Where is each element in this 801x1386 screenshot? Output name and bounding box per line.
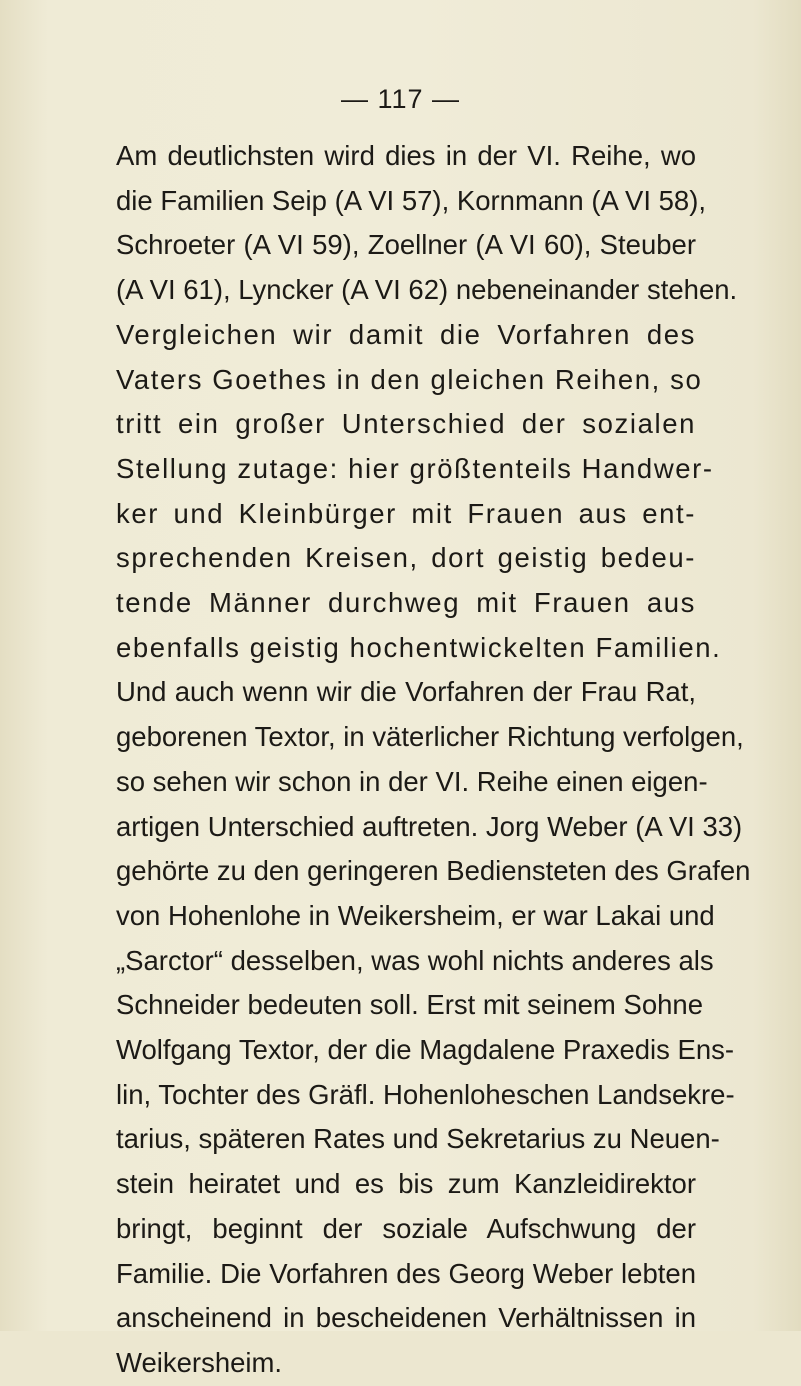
text-line: artigen Unterschied auftreten. Jorg Weber (A VI 33): [116, 810, 743, 842]
text-line: ker und Kleinbürger mit Frauen aus ent-: [116, 497, 696, 529]
text-line: Schroeter (A VI 59), Zoellner (A VI 60), Steuber: [116, 229, 696, 261]
text-line: so sehen wir schon in der VI. Reihe einen eigen-: [116, 765, 708, 797]
text-line: Wolfgang Textor, der die Magdalene Praxedis Ens-: [116, 1034, 735, 1066]
text-line: sprechenden Kreisen, dort geistig bedeu-: [116, 542, 696, 574]
text-line: die Familien Seip (A VI 57), Kornmann (A VI 58),: [116, 184, 707, 216]
text-line: Weikersheim.: [116, 1346, 283, 1378]
page-number: — 117 —: [340, 84, 461, 114]
text-line: Schneider bedeuten soll. Erst mit seinem Sohne: [116, 989, 703, 1021]
text-line: Vaters Goethes in den gleichen Reihen, so: [116, 363, 703, 395]
text-line: tende Männer durchweg mit Frauen aus: [116, 587, 696, 619]
text-line: Vergleichen wir damit die Vorfahren des: [116, 318, 696, 350]
text-line: „Sarctor“ desselben, was wohl nichts anderes als: [116, 944, 714, 976]
text-line: tritt ein großer Unterschied der sozialen: [116, 408, 696, 440]
text-line: (A VI 61), Lyncker (A VI 62) nebeneinander stehen.: [116, 274, 738, 306]
text-line: bringt, beginnt der soziale Aufschwung der: [116, 1212, 696, 1244]
text-line: Familie. Die Vorfahren des Georg Weber lebten: [116, 1257, 696, 1289]
text-line: lin, Tochter des Gräfl. Hohenloheschen Landsekre-: [116, 1078, 735, 1110]
text-line: Stellung zutage: hier größtenteils Handwer-: [116, 452, 714, 484]
text-line: von Hohenlohe in Weikersheim, er war Lakai und: [116, 899, 715, 931]
text-line: geborenen Textor, in väterlicher Richtung verfolgen,: [116, 721, 744, 753]
text-line: anscheinend in bescheidenen Verhältnissen in: [116, 1302, 696, 1334]
text-line: gehörte zu den geringeren Bediensteten des Grafen: [116, 855, 751, 887]
text-line: Am deutlichsten wird dies in der VI. Reihe, wo: [116, 140, 696, 171]
body-text: [116, 134, 751, 1386]
text-line: Und auch wenn wir die Vorfahren der Frau Rat,: [116, 676, 696, 708]
text-line: stein heiratet und es bis zum Kanzleidirektor: [116, 1168, 696, 1200]
text-line: ebenfalls geistig hochentwickelten Familien.: [116, 631, 722, 663]
text-line: tarius, späteren Rates und Sekretarius zu Neuen-: [116, 1123, 720, 1155]
